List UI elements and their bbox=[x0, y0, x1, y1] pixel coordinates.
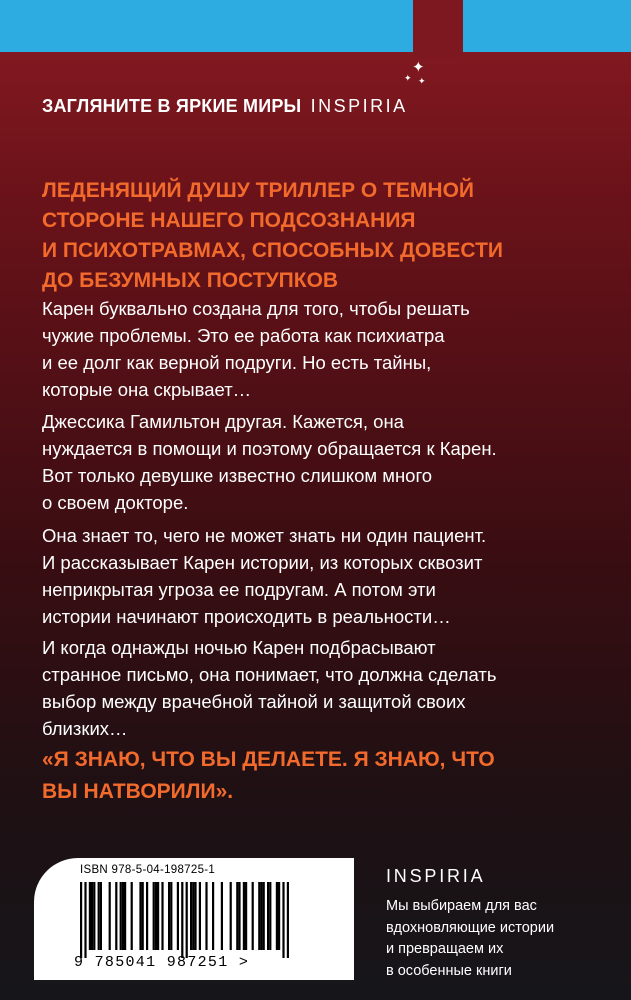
headline-line: ЛЕДЕНЯЩИЙ ДУШУ ТРИЛЛЕР О ТЕМНОЙ bbox=[42, 179, 475, 202]
barcode-bar bbox=[243, 882, 245, 950]
barcode-bar bbox=[109, 882, 111, 950]
barcode-bar bbox=[194, 882, 196, 950]
quote-line: «Я ЗНАЮ, ЧТО ВЫ ДЕЛАЕТЕ. Я ЗНАЮ, ЧТО bbox=[42, 748, 495, 771]
paragraph-line: Джессика Гамильтон другая. Кажется, она bbox=[42, 411, 404, 432]
paragraph-line: которые она скрывает… bbox=[42, 379, 252, 400]
barcode-bar bbox=[263, 882, 265, 950]
paragraph-line: странное письмо, она понимает, что должна сделать bbox=[42, 664, 497, 685]
barcode-bar bbox=[170, 882, 172, 950]
paragraph-line: И рассказывает Карен истории, из которых сквозит bbox=[42, 552, 483, 573]
barcode-bar bbox=[190, 882, 192, 950]
barcode-bar bbox=[221, 882, 223, 950]
paragraph-line: неприкрытая угроза ее подругам. А потом эти bbox=[42, 579, 436, 600]
series-tagline bbox=[42, 96, 602, 117]
barcode-bar bbox=[153, 882, 155, 950]
barcode-bar bbox=[199, 882, 201, 950]
barcode-bar bbox=[100, 882, 102, 950]
ean-digits: 9 785041 987251 > bbox=[74, 954, 250, 971]
pull-quote bbox=[42, 744, 602, 808]
barcode-panel bbox=[34, 858, 354, 980]
barcode-bar bbox=[93, 882, 95, 950]
barcode-bar bbox=[80, 882, 82, 958]
barcode-bar bbox=[258, 882, 260, 950]
paragraph-line: Вот только девушке известно слишком много bbox=[42, 465, 433, 486]
barcode-bars bbox=[80, 882, 310, 958]
barcode-bar bbox=[278, 882, 280, 950]
barcode-bar bbox=[186, 882, 188, 958]
paragraph-line: Она знает то, чего не может знать ни один пациент. bbox=[42, 525, 487, 546]
barcode-bar bbox=[238, 882, 240, 950]
barcode-bar bbox=[161, 882, 163, 950]
paragraph-line: нуждается в помощи и поэтому обращается к Карен. bbox=[42, 438, 497, 459]
barcode-bar bbox=[122, 882, 124, 950]
barcode-bar bbox=[120, 882, 122, 950]
barcode-bar bbox=[260, 882, 262, 950]
paragraph-line: о своем докторе. bbox=[42, 492, 189, 513]
paragraph-line: близких… bbox=[42, 718, 128, 739]
isbn-number: ISBN 978-5-04-198725-1 bbox=[80, 864, 216, 876]
barcode-bar bbox=[192, 882, 194, 950]
barcode-bar bbox=[177, 882, 179, 950]
paragraph-line: выбор между врачебной тайной и защитой своих bbox=[42, 691, 466, 712]
paragraph-line: Карен буквально создана для того, чтобы решать bbox=[42, 298, 470, 319]
slogan-line: и превращаем их bbox=[386, 941, 504, 957]
blurb-paragraph-3 bbox=[42, 522, 602, 630]
barcode-bar bbox=[230, 882, 232, 950]
barcode-bar bbox=[276, 882, 278, 950]
barcode-bar bbox=[168, 882, 170, 950]
paragraph-line: истории начинают происходить в реальности… bbox=[42, 606, 451, 627]
publisher-slogan bbox=[386, 896, 606, 982]
blurb-paragraph-4 bbox=[42, 634, 602, 742]
barcode-bar bbox=[287, 882, 289, 958]
headline-line: СТОРОНЕ НАШЕГО ПОДСОЗНАНИЯ bbox=[42, 209, 416, 232]
barcode-bar bbox=[115, 882, 117, 950]
tagline-text: ЗАГЛЯНИТЕ В ЯРКИЕ МИРЫ bbox=[42, 96, 302, 116]
paragraph-line: и ее долг как верной подруги. Но есть тайны, bbox=[42, 352, 432, 373]
barcode-bar bbox=[157, 882, 159, 950]
quote-line: ВЫ НАТВОРИЛИ». bbox=[42, 780, 234, 803]
barcode-bar bbox=[142, 882, 144, 950]
barcode-bar bbox=[252, 882, 254, 950]
barcode-bar bbox=[205, 882, 207, 950]
publisher-logo: INSPIRIA bbox=[386, 866, 486, 886]
blurb-paragraph-2 bbox=[42, 408, 602, 516]
barcode-bar bbox=[282, 882, 284, 958]
headline-line: И ПСИХОТРАВМАХ, СПОСОБНЫХ ДОВЕСТИ bbox=[42, 239, 503, 262]
barcode-bar bbox=[98, 882, 100, 950]
tagline-brand: INSPIRIA bbox=[310, 96, 408, 116]
barcode-bar bbox=[139, 882, 141, 950]
paragraph-line: И когда однажды ночью Карен подбрасывают bbox=[42, 637, 436, 658]
barcode-bar bbox=[267, 882, 269, 950]
barcode-bar bbox=[212, 882, 214, 950]
headline-line: ДО БЕЗУМНЫХ ПОСТУПКОВ bbox=[42, 269, 339, 292]
barcode-bar bbox=[124, 882, 126, 950]
spine-tab-notch bbox=[413, 40, 463, 58]
slogan-line: вдохновляющие истории bbox=[386, 919, 555, 936]
barcode-bar bbox=[89, 882, 91, 950]
barcode-bar bbox=[91, 882, 93, 950]
slogan-line: в особенные книги bbox=[386, 962, 512, 979]
paragraph-line: чужие проблемы. Это ее работа как психиатра bbox=[42, 325, 445, 346]
top-color-band bbox=[0, 0, 631, 52]
barcode-bar bbox=[269, 882, 271, 950]
barcode-bar bbox=[155, 882, 157, 950]
barcode-bar bbox=[146, 882, 148, 950]
barcode-bar bbox=[131, 882, 133, 950]
blurb-paragraph-1 bbox=[42, 295, 602, 403]
barcode-bar bbox=[84, 882, 86, 958]
barcode-bar bbox=[245, 882, 247, 950]
barcode-bar bbox=[236, 882, 238, 950]
barcode-bar bbox=[181, 882, 183, 958]
slogan-line: Мы выбираем для вас bbox=[386, 898, 537, 914]
headline bbox=[42, 176, 602, 296]
